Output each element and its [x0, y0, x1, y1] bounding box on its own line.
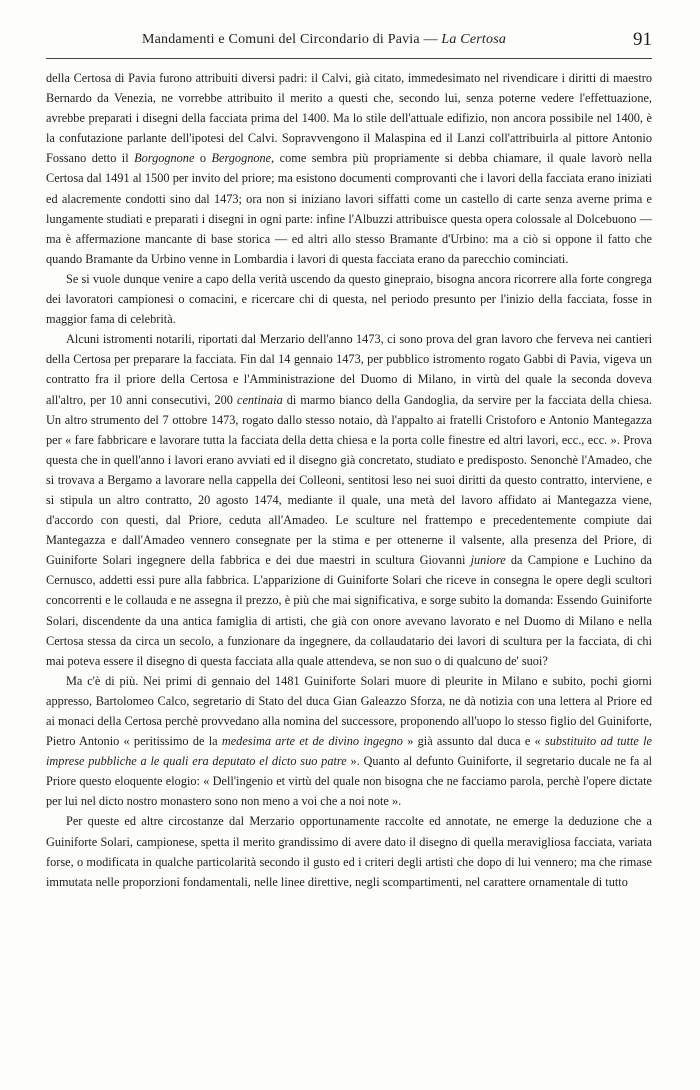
italic-run: substituito ad tutte le imprese pubbliche a le quali era deputato el dicto suo patre — [46, 734, 653, 769]
paragraph — [46, 811, 652, 891]
italic-run: medesima arte et de divino ingegno — [221, 734, 403, 749]
italic-run: juniore — [470, 553, 506, 568]
header-rule — [46, 58, 652, 59]
running-head — [46, 30, 652, 54]
text-run: Per queste ed altre circostanze dal Merzario opportunamente raccolte ed annotate, ne emerge la deduzione che a Guiniforte Solari, campionese, spetta il merito grandissimo di avere dato il disegno di quella meravigliosa facciata, variata forse, o modificata in qualche particolarità secondo il gusto ed i criteri degli artisti che dopo di lui vennero; ma che rimase immutata nelle proporzioni fondamentali, nelle linee direttive, negli scompartimenti, nel carattere ornamentale di tutto — [46, 814, 652, 889]
text-run: o — [194, 151, 212, 166]
text-run: Ma c'è di più. Nei primi di gennaio del 1481 Guiniforte Solari muore di pleurite in Milano e subito, pochi giorni appresso, Bartolomeo Calco, segretario di Stato del duca Gian Galeazzo Sforza, ne dà notizia con una lettera al Priore ed ai monaci della Certosa perchè provvedano alla nomina del successore, proponendo all'uopo lo stesso figlio del Guiniforte, Pietro Antonio « peritissimo de la — [46, 673, 652, 749]
text-run: ». Quanto al defunto Guiniforte, il segretario ducale ne fa al Priore questo eloquente elogio: « Dell'ingenio et virtù del quale non bisogna che ne facciamo parola, perchè l'opere dictate per lui nel dicto nostro monastero sono non meno a voi che a noi note ». — [46, 754, 652, 809]
page-number: 91 — [633, 29, 652, 50]
text-run: Alcuni istromenti notarili, riportati dal Merzario dell'anno 1473, ci sono prova del gran lavoro che ferveva nei cantieri della Certosa per preparare la facciata. Fin dal 14 gennaio 1473, per pubblico istromento rogato Gabbi di Pavia, vigeva un contratto fra il priore della Certosa e l'Amministrazione del Duomo di Milano, in virtù del quale la seconda doveva all'altro, per 10 anni consecutivi, 200 — [46, 332, 652, 407]
paragraph — [46, 329, 652, 671]
paragraph — [46, 671, 652, 812]
paragraph — [46, 269, 652, 329]
text-run: da Campione e Luchino da Cernusco, addetti essi pure alla fabbrica. L'apparizione di Guiniforte Solari che riceve in consegna le opere degli scultori concorrenti e le collauda e ne assegna il prezzo, è più che mai significativa, e sorge subito la domanda: Essendo Guiniforte Solari, discendente da una antica famiglia di artisti, che già con onore avevano lavorato e nel Duomo di Milano e nella Certosa stessa da circa un secolo, a funzionare da ingegnere, da collaudatario dei lavori di scultura per la facciata, di chi mai poteva essere il disegno di questa facciata alla quale attendeva, se non suo o di qualcuno de' suoi? — [46, 553, 652, 668]
text-run: , come sembra più propriamente si debba chiamare, il quale lavorò nella Certosa dal 1491 al 1500 per invito del priore; ma esistono documenti comprovanti che i lavori della facciata erano iniziati ed alacremente condotti sino dal 1473; ora non si iniziano lavori siffatti come un castello di carte senza averne prima e lungamente studiati e preparati i disegni in ogni parte: infine l'Albuzzi attribuisce questa opera colossale al Dolcebuono — ma è affermazione mancante di base storica — ed altri allo stesso Bramante d'Urbino: ma a ciò si oppone il fatto che quando Bramante da Urbino venne in Lombardia i lavori di questa facciata erano da parecchio cominciati. — [46, 151, 652, 266]
running-title-section: La Certosa — [441, 32, 507, 47]
paragraph — [46, 68, 652, 269]
text-run: della Certosa di Pavia furono attribuiti diversi padri: il Calvi, già citato, immedesimato nel rivendicare i diritti di maestro Bernardo da Venezia, ne vorrebbe attribuito il merito a questi che, secondo lui, senza poterne vedere l'effettuazione, avrebbe preparati i disegni della facciata prima del 1400. Ma lo stile dell'attuale edifizio, non ancora possibile nel 1400, è la confutazione parlante dell'ipotesi del Calvi. Sopravvengono il Malaspina ed il Lanzi coll'attribuirla al pittore Antonio Fossano detto il — [46, 71, 652, 166]
text-run: di marmo bianco della Gandoglia, da servire per la facciata della chiesa. Un altro strumento del 7 ottobre 1473, rogato dallo stesso notaio, dà l'appalto ai fratelli Cristoforo e Antonio Mantegazza per « fare fabbricare e lavorare tutta la facciata della detta chiesa e la porta colle finestre ed altri lavori, ecc., ecc. ». Prova questa che in quell'anno i lavori erano avviati ed il disegno già concretato, studiato e predisposto. Senonchè l'Amadeo, che si trovava a Bergamo a lavorare nella cappella dei Colleoni, sentitosi leso nei suoi diritti da questo contratto, interviene, e si stipula un altro contratto, 20 agosto 1474, mediante il quale, una metà del lavoro affidato ai Mantegazza viene, d'accordo con questi, dal Priore, ceduta all'Amadeo. Le sculture nel frattempo e precedentemente compiute dai Mantegazza e dall'Amadeo vennero consegnate per la stima e per ottenerne il valsente, alla presenza del Priore, di Guiniforte Solari ingegnere della fabbrica e dei due maestri in scultura Giovanni — [46, 392, 652, 568]
italic-run: centinaia — [236, 392, 283, 407]
text-run: Se si vuole dunque venire a capo della verità uscendo da questo ginepraio, bisogna ancora ricorrere alla forte congrega dei lavoratori campionesi o comacini, e ricercare chi di questa, nel periodo presunto per l'inizio della facciata, fosse in maggior fama di celebrità. — [46, 271, 652, 327]
italic-run: Bergognone — [211, 151, 272, 166]
body-text — [46, 68, 652, 892]
running-title-main: Mandamenti e Comuni del Circondario di Pavia — — [141, 32, 438, 47]
running-title — [46, 32, 602, 48]
italic-run: Borgognone — [134, 151, 195, 166]
text-run: » già assunto dal duca e « — [402, 734, 545, 749]
